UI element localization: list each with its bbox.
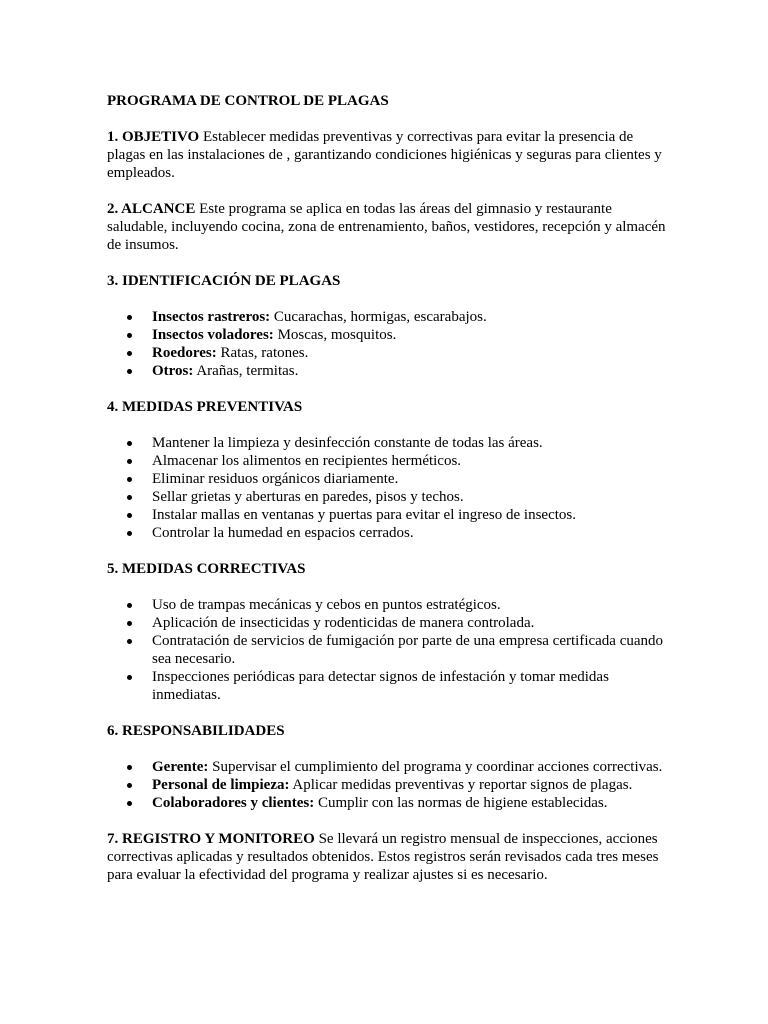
list-item-text: Aplicar medidas preventivas y reportar signos de plagas. <box>292 777 633 793</box>
bullet-icon <box>127 603 132 608</box>
list-item <box>107 434 667 452</box>
bullet-icon <box>127 639 132 644</box>
bullet-icon <box>127 315 132 320</box>
list-item-text: Cumplir con las normas de higiene establecidas. <box>317 795 608 811</box>
section-alcance <box>107 200 667 254</box>
list-item-text: Contratación de servicios de fumigación por parte de una empresa certificada cuando sea necesario. <box>152 633 664 667</box>
bullet-icon <box>127 441 132 446</box>
responsabilidades-list <box>107 758 667 812</box>
list-item <box>107 614 667 632</box>
section-identificacion-heading: 3. IDENTIFICACIÓN DE PLAGAS <box>107 273 341 289</box>
list-item-term: Insectos voladores: <box>152 327 274 343</box>
section-correctivas-heading: 5. MEDIDAS CORRECTIVAS <box>107 561 306 577</box>
bullet-icon <box>127 351 132 356</box>
list-item-term: Gerente: <box>152 759 209 775</box>
list-item <box>107 668 667 704</box>
bullet-icon <box>127 765 132 770</box>
section-preventivas-heading: 4. MEDIDAS PREVENTIVAS <box>107 399 303 415</box>
list-item <box>107 506 667 524</box>
bullet-icon <box>127 369 132 374</box>
section-alcance-heading: 2. ALCANCE <box>107 201 196 217</box>
bullet-icon <box>127 477 132 482</box>
list-item-text: Moscas, mosquitos. <box>277 327 397 343</box>
list-item-term: Insectos rastreros: <box>152 309 271 325</box>
document-title: PROGRAMA DE CONTROL DE PLAGAS <box>107 93 389 109</box>
list-item <box>107 632 667 668</box>
bullet-icon <box>127 531 132 536</box>
list-item-text: Arañas, termitas. <box>196 363 299 379</box>
list-item-term: Roedores: <box>152 345 217 361</box>
section-responsabilidades-heading: 6. RESPONSABILIDADES <box>107 723 285 739</box>
list-item <box>107 362 667 380</box>
list-item <box>107 326 667 344</box>
list-item-text: Almacenar los alimentos en recipientes herméticos. <box>152 453 462 469</box>
bullet-icon <box>127 495 132 500</box>
plagas-list <box>107 308 667 380</box>
section-registro-heading: 7. REGISTRO Y MONITOREO <box>107 831 315 847</box>
list-item-text: Uso de trampas mecánicas y cebos en puntos estratégicos. <box>152 597 501 613</box>
list-item-text: Eliminar residuos orgánicos diariamente. <box>152 471 399 487</box>
section-registro-text: Se llevará un registro mensual de inspecciones, acciones correctivas aplicadas y resultados obtenidos. Estos registros serán revisados cada tres meses para evaluar la efectividad del programa y realizar ajustes si es necesario. <box>107 831 659 883</box>
list-item-text: Controlar la humedad en espacios cerrados. <box>152 525 414 541</box>
list-item <box>107 452 667 470</box>
list-item-text: Mantener la limpieza y desinfección constante de todas las áreas. <box>152 435 543 451</box>
list-item-term: Colaboradores y clientes: <box>152 795 315 811</box>
bullet-icon <box>127 783 132 788</box>
list-item <box>107 776 667 794</box>
section-registro <box>107 830 667 884</box>
list-item-term: Personal de limpieza: <box>152 777 290 793</box>
list-item <box>107 344 667 362</box>
list-item-text: Sellar grietas y aberturas en paredes, pisos y techos. <box>152 489 464 505</box>
section-objetivo-text: Establecer medidas preventivas y correctivas para evitar la presencia de plagas en las instalaciones de , garantizando condiciones higiénicas y seguras para clientes y empleados. <box>107 129 662 181</box>
bullet-icon <box>127 675 132 680</box>
document-page <box>107 92 667 902</box>
list-item-term: Otros: <box>152 363 194 379</box>
list-item <box>107 758 667 776</box>
list-item <box>107 794 667 812</box>
correctivas-list <box>107 596 667 704</box>
list-item <box>107 308 667 326</box>
section-objetivo-heading: 1. OBJETIVO <box>107 129 200 145</box>
bullet-icon <box>127 621 132 626</box>
section-objetivo <box>107 128 667 182</box>
preventivas-list <box>107 434 667 542</box>
list-item <box>107 596 667 614</box>
bullet-icon <box>127 459 132 464</box>
list-item <box>107 488 667 506</box>
list-item-text: Aplicación de insecticidas y rodenticidas de manera controlada. <box>152 615 535 631</box>
bullet-icon <box>127 333 132 338</box>
list-item-text: Ratas, ratones. <box>220 345 309 361</box>
list-item <box>107 524 667 542</box>
list-item <box>107 470 667 488</box>
list-item-text: Supervisar el cumplimiento del programa y coordinar acciones correctivas. <box>212 759 663 775</box>
section-alcance-text: Este programa se aplica en todas las áreas del gimnasio y restaurante saludable, incluyendo cocina, zona de entrenamiento, baños, vestidores, recepción y almacén de insumos. <box>107 201 666 253</box>
list-item-text: Inspecciones periódicas para detectar signos de infestación y tomar medidas inmediatas. <box>152 669 609 703</box>
list-item-text: Cucarachas, hormigas, escarabajos. <box>273 309 487 325</box>
bullet-icon <box>127 513 132 518</box>
list-item-text: Instalar mallas en ventanas y puertas para evitar el ingreso de insectos. <box>152 507 577 523</box>
bullet-icon <box>127 801 132 806</box>
